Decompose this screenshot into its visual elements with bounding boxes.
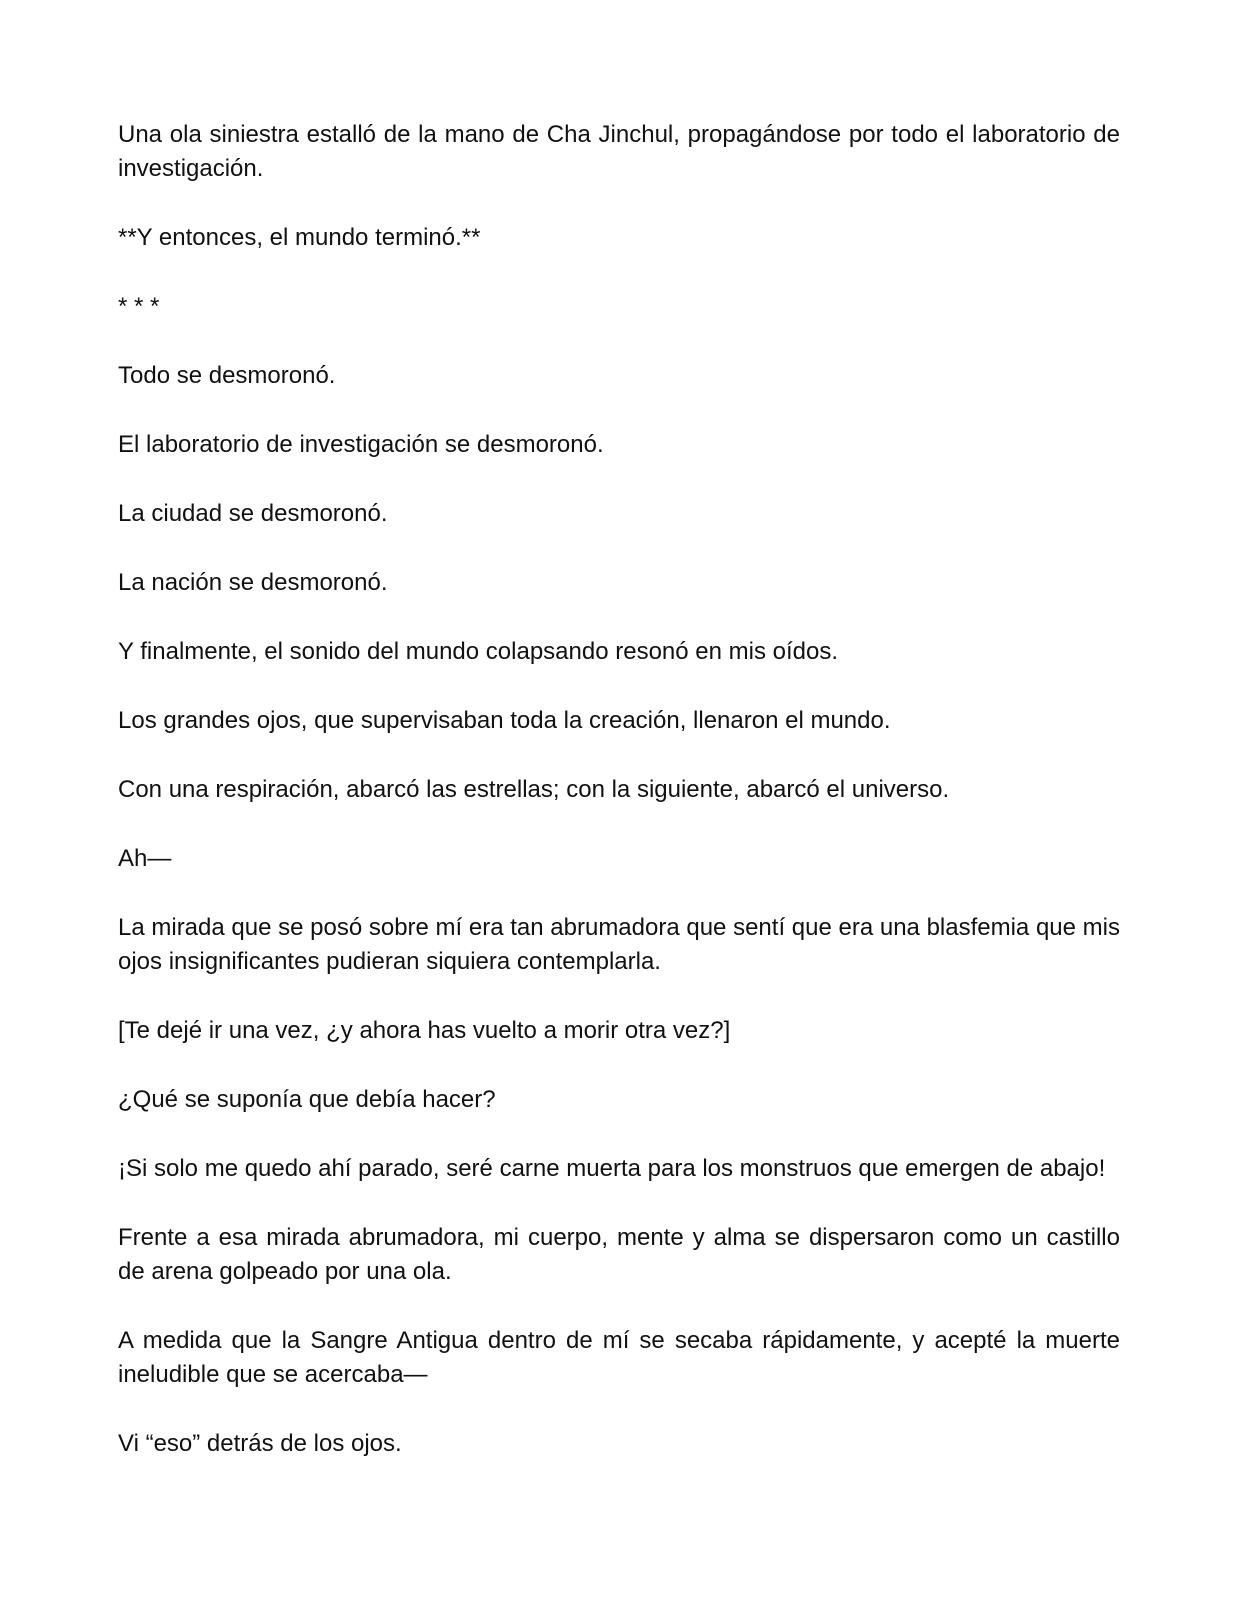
paragraph: Vi “eso” detrás de los ojos. xyxy=(118,1430,402,1457)
paragraph: **Y entonces, el mundo terminó.** xyxy=(118,224,481,251)
paragraph: ¡Si solo me quedo ahí parado, seré carne muerta para los monstruos que emergen de abajo! xyxy=(118,1155,1106,1182)
paragraph: La mirada que se posó sobre mí era tan abrumadora que sentí que era una blasfemia que mis ojos insignificantes pudieran siquiera contemplarla. xyxy=(118,914,1120,975)
paragraph: El laboratorio de investigación se desmoronó. xyxy=(118,431,604,458)
paragraph: Frente a esa mirada abrumadora, mi cuerpo, mente y alma se dispersaron como un castillo de arena golpeado por una ola. xyxy=(118,1224,1120,1285)
paragraph: Y finalmente, el sonido del mundo colapsando resonó en mis oídos. xyxy=(118,638,839,665)
document-body xyxy=(118,118,1120,1496)
paragraph: Con una respiración, abarcó las estrellas; con la siguiente, abarcó el universo. xyxy=(118,776,950,803)
paragraph: Ah— xyxy=(118,845,172,872)
paragraph: Los grandes ojos, que supervisaban toda la creación, llenaron el mundo. xyxy=(118,707,891,734)
paragraph: [Te dejé ir una vez, ¿y ahora has vuelto a morir otra vez?] xyxy=(118,1017,731,1044)
paragraph: Una ola siniestra estalló de la mano de Cha Jinchul, propagándose por todo el laboratorio de investigación. xyxy=(118,121,1120,182)
scene-break: * * * xyxy=(118,293,160,320)
paragraph: A medida que la Sangre Antigua dentro de mí se secaba rápidamente, y acepté la muerte ineludible que se acercaba— xyxy=(118,1327,1120,1388)
paragraph: Todo se desmoronó. xyxy=(118,362,336,389)
paragraph: La nación se desmoronó. xyxy=(118,569,388,596)
paragraph: ¿Qué se suponía que debía hacer? xyxy=(118,1086,496,1113)
paragraph: La ciudad se desmoronó. xyxy=(118,500,388,527)
